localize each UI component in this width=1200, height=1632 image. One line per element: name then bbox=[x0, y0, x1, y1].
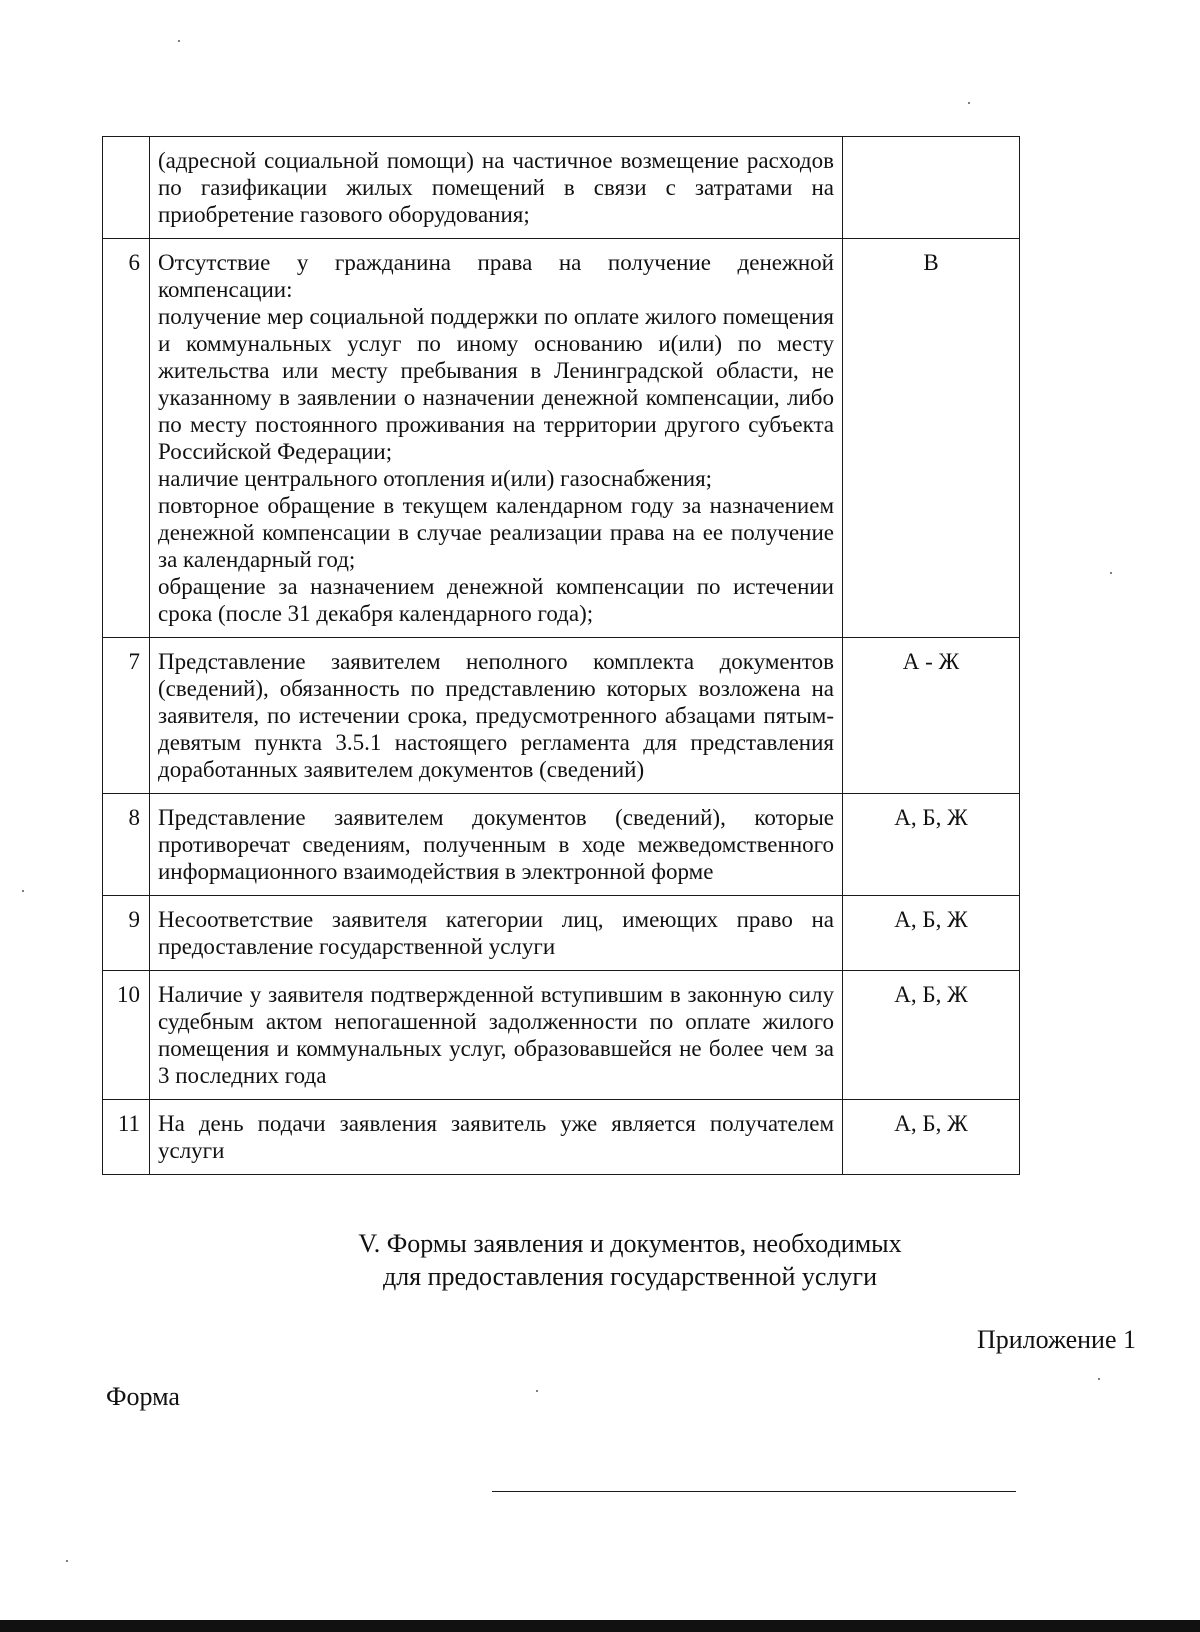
appendix-label: Приложение 1 bbox=[976, 1325, 1136, 1354]
row-code: А, Б, Ж bbox=[843, 794, 1020, 896]
row-number bbox=[103, 137, 150, 239]
row-code: А, Б, Ж bbox=[843, 1100, 1020, 1175]
scan-speck bbox=[1110, 572, 1112, 574]
row-code: А - Ж bbox=[843, 638, 1020, 794]
row-code: В bbox=[843, 239, 1020, 638]
description-paragraph: Несоответствие заявителя категории лиц, имеющих право на предоставление государственной услуги bbox=[158, 907, 834, 959]
scan-speck bbox=[22, 890, 24, 892]
row-description bbox=[150, 1100, 843, 1175]
row-description bbox=[150, 239, 843, 638]
row-description bbox=[150, 137, 843, 239]
scan-speck bbox=[178, 40, 180, 42]
refusal-grounds-table bbox=[102, 136, 1020, 1175]
row-code: А, Б, Ж bbox=[843, 896, 1020, 971]
row-number: 11 bbox=[103, 1100, 150, 1175]
description-paragraph: обращение за назначением денежной компенсации по истечении срока (после 31 декабря календарного года); bbox=[158, 574, 834, 626]
row-description bbox=[150, 794, 843, 896]
row-code bbox=[843, 137, 1020, 239]
row-number: 8 bbox=[103, 794, 150, 896]
description-paragraph: Отсутствие у гражданина права на получение денежной компенсации: bbox=[158, 250, 834, 302]
form-label: Форма bbox=[106, 1382, 180, 1411]
table-row bbox=[103, 971, 1020, 1100]
scan-bottom-edge bbox=[0, 1620, 1200, 1632]
description-paragraph: получение мер социальной поддержки по оплате жилого помещения и коммунальных услуг по иному основанию и(или) по месту жительства или месту пребывания в Ленинградской области, не указанному в заявлении о назначении денежной компенсации, либо по месту постоянного проживания на территории другого субъекта Российской Федерации; bbox=[158, 304, 834, 464]
description-paragraph: Представление заявителем документов (сведений), которые противоречат сведениям, полученным в ходе межведомственного информационного взаимодействия в электронной форме bbox=[158, 805, 834, 884]
row-number: 10 bbox=[103, 971, 150, 1100]
row-number: 6 bbox=[103, 239, 150, 638]
description-paragraph: повторное обращение в текущем календарном году за назначением денежной компенсации в случае реализации права на ее получение за календарный год; bbox=[158, 493, 834, 572]
table-row bbox=[103, 794, 1020, 896]
row-number: 7 bbox=[103, 638, 150, 794]
description-paragraph: (адресной социальной помощи) на частичное возмещение расходов по газификации жилых помещений в связи с затратами на приобретение газового оборудования; bbox=[158, 148, 834, 227]
row-number: 9 bbox=[103, 896, 150, 971]
blank-line bbox=[492, 1491, 1016, 1492]
scan-speck bbox=[968, 102, 970, 104]
row-description bbox=[150, 971, 843, 1100]
table-row bbox=[103, 896, 1020, 971]
description-paragraph: Представление заявителем неполного комплекта документов (сведений), обязанность по представлению которых возложена на заявителя, по истечении срока, предусмотренного абзацами пятым-девятым пункта 3.5.1 настоящего регламента для представления доработанных заявителем документов (сведений) bbox=[158, 649, 834, 782]
refusal-grounds-table-body bbox=[103, 137, 1020, 1175]
scan-speck bbox=[536, 1390, 538, 1392]
section-heading bbox=[320, 1227, 940, 1293]
scan-speck bbox=[66, 1560, 68, 1562]
row-description bbox=[150, 896, 843, 971]
description-paragraph: наличие центрального отопления и(или) газоснабжения; bbox=[158, 466, 713, 491]
description-paragraph: Наличие у заявителя подтвержденной вступившим в законную силу судебным актом непогашенной задолженности по оплате жилого помещения и коммунальных услуг, образовавшейся не более чем за 3 последних года bbox=[158, 982, 834, 1088]
scan-speck bbox=[1098, 1378, 1100, 1380]
table-row bbox=[103, 137, 1020, 239]
row-description bbox=[150, 638, 843, 794]
description-paragraph: На день подачи заявления заявитель уже является получателем услуги bbox=[158, 1111, 834, 1163]
table-row bbox=[103, 638, 1020, 794]
table-row bbox=[103, 1100, 1020, 1175]
table-row bbox=[103, 239, 1020, 638]
section-heading-line-1: V. Формы заявления и документов, необходимых bbox=[358, 1229, 902, 1258]
row-code: А, Б, Ж bbox=[843, 971, 1020, 1100]
section-heading-line-2: для предоставления государственной услуги bbox=[382, 1262, 878, 1291]
